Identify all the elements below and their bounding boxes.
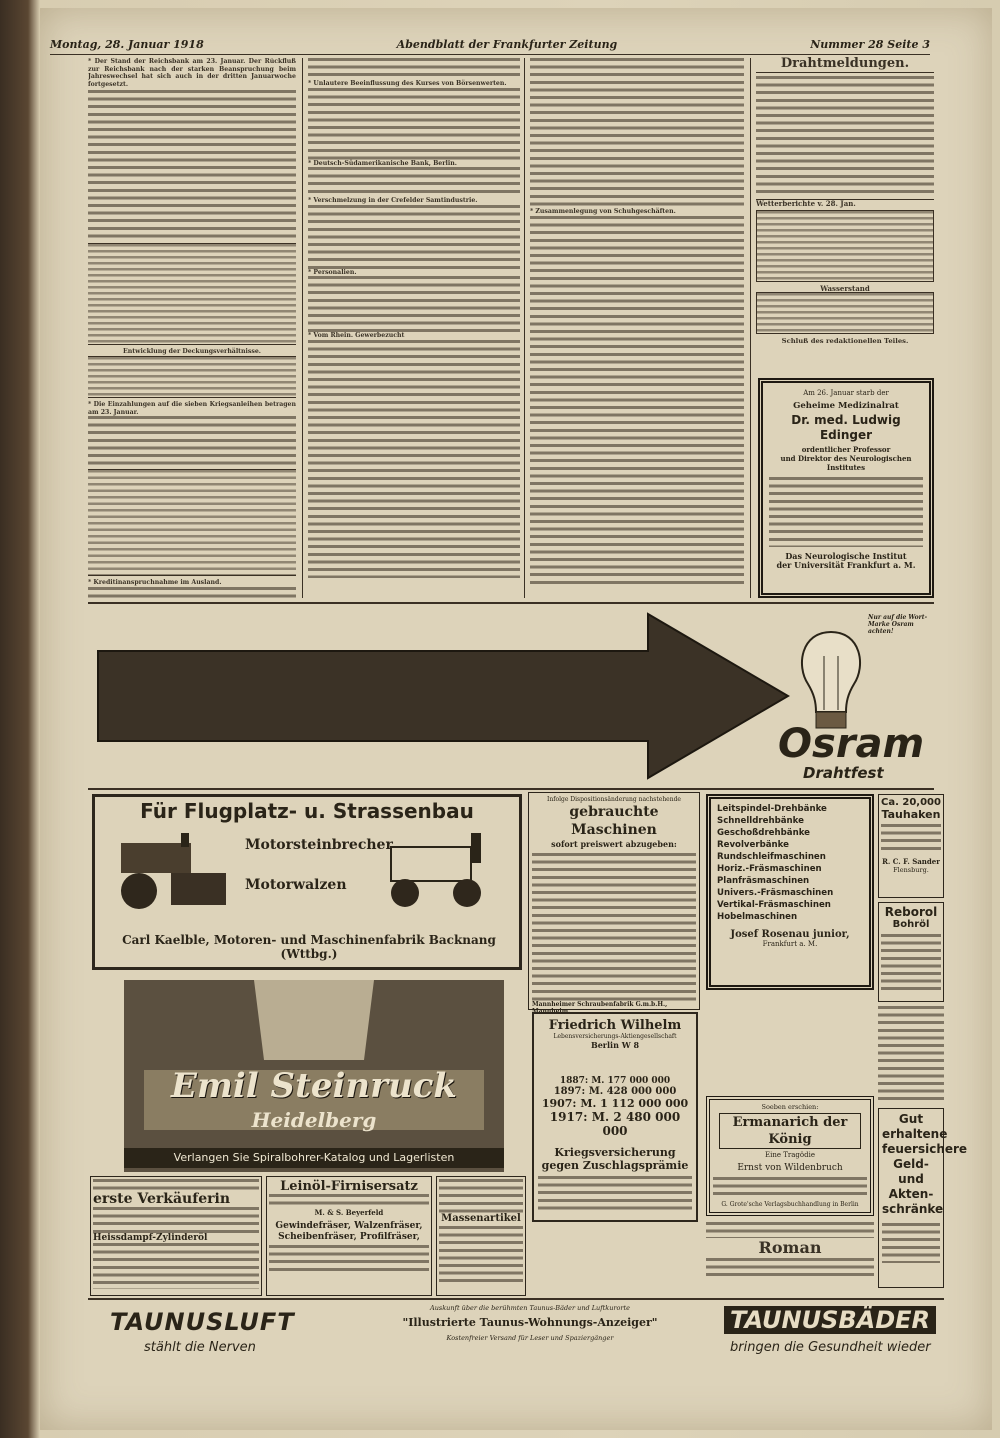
ermanarich-publisher: G. Grote'sche Verlagsbuchhandlung in Berlin [721, 1201, 859, 1208]
column-divider [750, 58, 751, 598]
rosenau-item: Hobelmaschinen [717, 912, 798, 922]
schuh-section: * Zusammenlegung von Schuhgeschäften. [530, 208, 676, 215]
column-divider [302, 58, 303, 598]
rosenau-item: Geschoßdrehbänke [717, 828, 811, 838]
taunus-left-sub: stählt die Nerven [144, 1340, 256, 1355]
rosenau-item: Revolverbänke [717, 840, 789, 850]
taunus-mid-sub: Kostenfreier Versand für Leser und Spaziergänger [446, 1334, 614, 1342]
bulb-icon [786, 626, 876, 736]
darlehens-text: * Die Einzahlungen auf die sieben Kriegsanleihen betragen am 23. Januar. [88, 400, 296, 416]
steinruck-name: Emil Steinruck [171, 1066, 457, 1106]
roman-ad [706, 1222, 874, 1284]
text-block [530, 58, 744, 208]
personalien-section: * Personalien. [308, 268, 357, 276]
section-rule [88, 1298, 944, 1300]
reborol-title: Reborol [884, 905, 938, 919]
friedrich-kriegs1: Kriegsversicherung [554, 1146, 676, 1159]
friedrich-city: Berlin W 8 [590, 1040, 640, 1050]
rosenau-list [717, 803, 863, 923]
deckung-table [88, 356, 296, 398]
rosenau-item: Schnelldrehbänke [717, 816, 804, 826]
drahtmeldungen-title: Drahtmeldungen. [756, 56, 934, 73]
edinger-obituary [758, 378, 934, 598]
text-block [882, 1223, 940, 1263]
column-1 [88, 58, 296, 598]
header-title: Abendblatt der Frankfurter Zeitung [396, 38, 618, 51]
taunus-banner [100, 1302, 950, 1368]
text-block [881, 824, 941, 854]
text-block [530, 216, 744, 586]
kredit-text: * Kreditinanspruchnahme im Ausland. [88, 579, 222, 587]
maschinen-ad [528, 792, 700, 1015]
maschinen-sub: sofort preiswert abzugeben: [551, 839, 677, 849]
text-block [878, 1006, 944, 1104]
reichsbank-lead: * Der Stand der Reichsbank am 23. Januar. Der Rückfluß zur Reichsbank nach der starken Beanspruchung beim Jahreswechsel hat sich auch in der dritten Januarwoche fortgesetzt. [88, 58, 296, 88]
column-2 [308, 58, 520, 598]
text-block [769, 477, 923, 547]
ermanarich-author: Ernst von Wildenbruch [737, 1163, 843, 1173]
osram-brand: Osram [778, 721, 925, 767]
text-block [706, 1258, 874, 1280]
friedrich-sub: Lebensversicherungs-Aktiengesellschaft [553, 1033, 677, 1040]
taunus-right-title: TAUNUSBÄDER [724, 1306, 936, 1334]
column-divider [524, 58, 525, 598]
maschinen-top: Infolge Dispositionsänderung nachstehende [547, 796, 681, 803]
maschinen-footer: Mannheimer Schraubenfabrik G.m.b.H., Mannheim. [532, 1001, 668, 1015]
text-block [308, 276, 520, 332]
text-block [88, 416, 296, 466]
steinruck-city: Heidelberg [251, 1108, 377, 1132]
text-block [269, 1245, 429, 1271]
obituary-footer2: der Universität Frankfurt a. M. [776, 560, 916, 570]
taunus-right-sub: bringen die Gesundheit wieder [730, 1340, 931, 1355]
text-block [93, 1179, 259, 1191]
text-block [881, 934, 941, 990]
massen-title: Massenartikel [441, 1213, 521, 1224]
weather-table [756, 210, 934, 282]
stonecrusher-icon [371, 833, 511, 913]
flaschen-ad [878, 1006, 944, 1104]
verkaeuferin-ad [90, 1176, 262, 1296]
header-date: Montag, 28. Januar 1918 [50, 38, 204, 51]
text-block [439, 1226, 523, 1286]
rosenau-item: Leitspindel-Drehbänke [717, 804, 827, 814]
text-block [756, 76, 934, 196]
maschinen-title: gebrauchte Maschinen [569, 804, 659, 838]
text-block [308, 205, 520, 269]
steinruck-cta: Verlangen Sie Spiralbohrer-Katalog und Lagerlisten [124, 1148, 504, 1168]
anleihe-table [88, 469, 296, 576]
text-block [706, 1222, 874, 1238]
tauhaken-title: Tauhaken [881, 808, 941, 821]
text-block [713, 1177, 867, 1197]
obituary-role: ordentlicher Professor [801, 445, 891, 454]
kaelble-title: Für Flugplatz- u. Strassenbau [140, 799, 474, 823]
kaelble-firm: Carl Kaelble, Motoren- und Maschinenfabrik Backnang (Wttbg.) [122, 933, 496, 961]
leinoel-title: Leinöl-Firnisersatz [280, 1179, 418, 1194]
osram-tag: Drahtfest [803, 764, 884, 782]
text-block [538, 1176, 692, 1210]
geldschrank-ad [878, 1108, 968, 1288]
steinruck-ad [124, 980, 504, 1172]
verkaeuferin-title: erste Verkäuferin [93, 1191, 231, 1207]
leinoel-ad [266, 1176, 432, 1296]
section-rule [88, 602, 934, 604]
tauhaken-firm: R. C. F. Sander [882, 857, 940, 866]
osram-note: Nur auf die Wort-Marke Osram achten! [868, 614, 928, 635]
ermanarich-sub: Eine Tragödie [765, 1151, 815, 1159]
kaelble-sub2: Motorwalzen [245, 877, 347, 893]
taunus-left-title: TAUNUSLUFT [110, 1308, 295, 1336]
friedrich-name: Friedrich Wilhelm [548, 1018, 682, 1033]
friedrich-row: 1897: M. 428 000 000 [553, 1086, 677, 1097]
ermanarich-title: Ermanarich der König [719, 1113, 861, 1149]
text-block [308, 167, 520, 197]
obituary-name: Dr. med. Ludwig Edinger [791, 413, 901, 442]
header-page: Nummer 28 Seite 3 [810, 38, 930, 51]
friedrich-kriegs2: gegen Zuschlagsprämie [541, 1159, 689, 1172]
text-block [308, 58, 520, 80]
kaelble-ad [92, 794, 522, 970]
text-block [269, 1194, 429, 1208]
reborol-sub: Bohröl [892, 919, 930, 930]
friedrich-row: 1907: M. 1 112 000 000 [541, 1097, 689, 1110]
obituary-title: Geheime Medizinalrat [793, 401, 899, 411]
deckung-heading: Entwicklung der Deckungsverhältnisse. [123, 348, 261, 356]
schluss-text: Schluß des redaktionellen Teiles. [781, 337, 909, 346]
steamroller-icon [111, 833, 231, 913]
weather-heading: Wetterberichte v. 28. Jan. [756, 199, 934, 208]
wasserstand-table [756, 292, 934, 334]
obituary-role2: und Direktor des Neurologischen Institutes [780, 454, 912, 472]
text-block [308, 88, 520, 160]
massen-ad [436, 1176, 526, 1296]
tauhaken-place: Flensburg. [893, 866, 929, 874]
friedrich-row: 1917: M. 2 480 000 000 [549, 1110, 681, 1138]
ermanarich-pre: Soeben erschien: [761, 1103, 819, 1111]
rosenau-item: Vertikal-Fräsmaschinen [717, 900, 831, 910]
text-block [308, 340, 520, 578]
rosenau-item: Horiz.-Fräsmaschinen [717, 864, 822, 874]
rosenau-item: Univers.-Fräsmaschinen [717, 888, 834, 898]
roman-title: Roman [758, 1238, 822, 1257]
taunus-mid-title: "Illustrierte Taunus-Wohnungs-Anzeiger" [402, 1316, 658, 1329]
rhein-section: * Vom Rhein. Gewerbezucht [308, 332, 405, 340]
rosenau-item: Rundschleifmaschinen [717, 852, 826, 862]
kaelble-sub1: Motorsteinbrecher [245, 837, 393, 853]
section-rule [88, 788, 934, 790]
rosenau-place: Frankfurt a. M. [762, 940, 818, 948]
rosenau-firm: Josef Rosenau junior, [730, 929, 850, 940]
friedrich-row: 1887: M. 177 000 000 [559, 1076, 671, 1086]
obituary-footer1: Das Neurologische Institut [785, 551, 907, 561]
text-block [88, 90, 296, 240]
column-3 [530, 58, 744, 598]
rosenau-ad [706, 794, 874, 990]
tauhaken-ad [878, 794, 944, 898]
gewinde-title: Gewindefräser, Walzenfräser, Scheibenfräser, Profilfräser, [275, 1221, 423, 1242]
text-block [93, 1207, 259, 1233]
crefeld-section: * Verschmelzung in der Crefelder Samtindustrie. [308, 197, 478, 205]
page-header [50, 38, 930, 55]
obituary-intro: Am 26. Januar starb der [803, 389, 889, 397]
osram-ad [88, 606, 934, 786]
friedrich-rows [538, 1076, 692, 1138]
tauhaken-count: Ca. 20,000 [881, 797, 941, 808]
friedrich-ad [532, 1012, 698, 1222]
column-4 [756, 56, 934, 376]
beyerfeld-line: M. & S. Beyerfeld [314, 1208, 384, 1217]
taunus-mid-top: Auskunft über die berühmten Taunus-Bäder und Luftkurorte [430, 1304, 630, 1312]
wasserstand-heading: Wasserstand [820, 283, 870, 293]
suedamerika-section: * Deutsch-Südamerikanische Bank, Berlin. [308, 159, 457, 167]
reborol-ad [878, 902, 944, 1002]
text-block [532, 853, 696, 1001]
ermanarich-ad [706, 1096, 874, 1216]
boersen-section: * Unlautere Beeinflussung des Kurses von Börsenwerten. [308, 80, 507, 87]
text-block [88, 587, 296, 598]
heissdampf-title: Heissdampf-Zylinderöl [93, 1233, 208, 1243]
text-block [93, 1243, 259, 1289]
rosenau-item: Planfräsmaschinen [717, 876, 810, 886]
text-block [439, 1179, 523, 1213]
geldschrank-text: Gut erhaltene feuersichere Geld- und Akten-schränke [882, 1112, 968, 1216]
reichsbank-table [88, 243, 296, 345]
